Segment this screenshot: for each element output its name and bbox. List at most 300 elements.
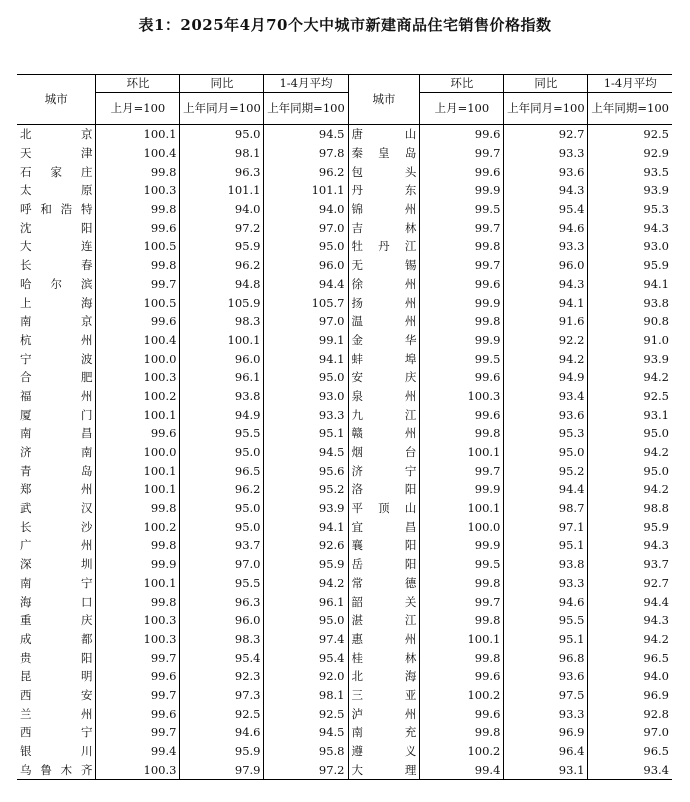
city-name-right: 襄阳 [348,536,420,555]
table-row [17,555,672,574]
city-name-right: 北海 [348,667,420,686]
city-header-right: 城市 [348,75,420,125]
city-name-left: 银川 [20,744,93,759]
table-row [17,723,672,742]
avg-value-right: 93.1 [588,405,672,424]
avg-value-left: 95.6 [264,461,348,480]
city-name-left: 昆明 [20,669,93,684]
table-title: 表1：2025年4月70个大中城市新建商品住宅销售价格指数 [138,16,552,34]
city-name-left: 贵阳 [20,650,93,665]
city-name-left: 南京 [20,314,93,329]
avg-value-left: 98.1 [264,686,348,705]
avg-value-right: 94.2 [588,443,672,462]
yoy-value-left: 94.9 [180,405,264,424]
mom-value-right: 99.6 [420,125,504,144]
mom-value-right: 99.6 [420,405,504,424]
avg-value-left: 94.5 [264,723,348,742]
yoy-value-left: 92.5 [180,704,264,723]
yoy-value-left: 92.3 [180,667,264,686]
table-row [17,349,672,368]
city-name-right: 惠州 [348,630,420,649]
mom-value-left: 100.1 [96,405,180,424]
mom-value-right: 100.2 [420,742,504,761]
mom-value-left: 99.7 [96,648,180,667]
avg-value-right: 94.2 [588,480,672,499]
city-name-right: 赣州 [348,424,420,443]
yoy-header-right: 同比 [504,75,588,93]
mom-value-left: 100.1 [96,480,180,499]
city-name-left: 海口 [20,594,93,609]
avg-value-left: 97.0 [264,312,348,331]
table-row [17,760,672,779]
mom-value-left: 100.0 [96,349,180,368]
table-row [17,237,672,256]
table-row [17,686,672,705]
yoy-value-left: 95.0 [180,125,264,144]
yoy-value-left: 95.0 [180,443,264,462]
avg-value-right: 92.7 [588,574,672,593]
avg-value-right: 97.0 [588,723,672,742]
city-name-left: 青岛 [20,463,93,478]
mom-value-right: 99.6 [420,667,504,686]
table-row [17,480,672,499]
yoy-value-right: 92.7 [504,125,588,144]
yoy-value-right: 91.6 [504,312,588,331]
mom-value-left: 99.6 [96,218,180,237]
yoy-value-right: 97.1 [504,517,588,536]
city-name-left: 武汉 [20,501,93,516]
city-name-left: 郑州 [20,482,93,497]
avg-value-right: 94.2 [588,630,672,649]
mom-value-left: 99.8 [96,200,180,219]
yoy-value-right: 95.4 [504,200,588,219]
avg-value-right: 95.3 [588,200,672,219]
yoy-value-right: 95.1 [504,630,588,649]
avg-value-right: 95.9 [588,517,672,536]
avg-value-right: 92.9 [588,144,672,163]
avg-value-right: 96.9 [588,686,672,705]
yoy-value-left: 96.1 [180,368,264,387]
yoy-value-right: 95.0 [504,443,588,462]
avg-value-left: 95.0 [264,368,348,387]
avg-value-left: 94.4 [264,275,348,294]
table-row [17,499,672,518]
avg-value-left: 94.1 [264,349,348,368]
mom-value-left: 100.5 [96,237,180,256]
yoy-value-right: 95.1 [504,536,588,555]
yoy-value-left: 95.5 [180,574,264,593]
city-name-left: 长春 [20,258,93,273]
mom-value-left: 100.2 [96,517,180,536]
avg-value-left: 101.1 [264,181,348,200]
mom-value-left: 100.4 [96,331,180,350]
yoy-base-right: 上年同月=100 [504,93,588,125]
yoy-value-left: 95.4 [180,648,264,667]
city-header-left: 城市 [17,75,96,125]
city-name-left: 北京 [20,127,93,142]
avg-value-left: 95.9 [264,555,348,574]
yoy-value-right: 93.3 [504,704,588,723]
avg-value-left: 97.0 [264,218,348,237]
yoy-value-right: 94.3 [504,181,588,200]
avg-value-left: 94.5 [264,443,348,462]
city-name-left: 南宁 [20,575,93,590]
city-name-right: 徐州 [348,275,420,294]
city-name-left: 哈尔滨 [20,276,93,291]
yoy-value-right: 95.2 [504,461,588,480]
city-name-right: 湛江 [348,611,420,630]
table-row [17,405,672,424]
avg-value-left: 99.1 [264,331,348,350]
city-name-left: 乌鲁木齐 [17,760,96,779]
yoy-value-left: 100.1 [180,331,264,350]
avg-value-right: 93.9 [588,349,672,368]
table-row [17,536,672,555]
mom-value-left: 99.8 [96,536,180,555]
table-row [17,704,672,723]
avg-value-right: 98.8 [588,499,672,518]
avg-value-right: 93.0 [588,237,672,256]
table-row [17,256,672,275]
avg-value-left: 93.9 [264,499,348,518]
avg-value-left: 95.0 [264,611,348,630]
table-row [17,293,672,312]
city-name-right: 蚌埠 [348,349,420,368]
city-name-left: 济南 [20,445,93,460]
avg-value-left: 92.5 [264,704,348,723]
yoy-value-right: 94.1 [504,293,588,312]
city-name-right: 温州 [348,312,420,331]
mom-value-left: 99.8 [96,256,180,275]
city-name-right: 平顶山 [348,499,420,518]
avg-base-right: 上年同期=100 [588,93,672,125]
yoy-value-right: 93.3 [504,237,588,256]
city-name-left: 深圳 [20,557,93,572]
city-name-left: 成都 [20,631,93,646]
city-name-left: 呼和浩特 [20,202,93,217]
avg-header-left: 1-4月平均 [264,75,348,93]
avg-header-right: 1-4月平均 [588,75,672,93]
mom-value-left: 99.6 [96,704,180,723]
mom-value-right: 99.5 [420,349,504,368]
avg-value-left: 96.2 [264,162,348,181]
mom-value-right: 99.8 [420,574,504,593]
table-row [17,630,672,649]
avg-value-right: 93.4 [588,760,672,779]
table-row [17,461,672,480]
city-name-right: 锦州 [348,200,420,219]
city-name-right: 南充 [348,723,420,742]
city-name-right: 唐山 [348,125,420,144]
yoy-value-right: 93.3 [504,144,588,163]
yoy-value-left: 96.0 [180,611,264,630]
yoy-value-left: 97.0 [180,555,264,574]
mom-value-left: 100.1 [96,574,180,593]
mom-value-right: 99.9 [420,331,504,350]
mom-value-left: 100.1 [96,125,180,144]
mom-value-left: 100.1 [96,461,180,480]
city-name-left: 宁波 [20,351,93,366]
city-name-left: 福州 [20,388,93,403]
yoy-value-right: 96.9 [504,723,588,742]
yoy-value-right: 94.4 [504,480,588,499]
mom-value-left: 100.3 [96,368,180,387]
mom-header-right: 环比 [420,75,504,93]
avg-value-left: 96.0 [264,256,348,275]
mom-base-right: 上月=100 [420,93,504,125]
table-row [17,517,672,536]
city-name-left: 西安 [20,687,93,702]
mom-value-left: 99.8 [96,162,180,181]
city-name-right: 安庆 [348,368,420,387]
city-name-right: 遵义 [348,742,420,761]
avg-value-right: 93.8 [588,293,672,312]
mom-value-right: 99.7 [420,256,504,275]
city-name-left: 厦门 [20,407,93,422]
table-body [17,125,672,780]
city-name-right: 三亚 [348,686,420,705]
mom-value-right: 99.4 [420,760,504,779]
yoy-value-left: 95.0 [180,517,264,536]
yoy-value-left: 96.0 [180,349,264,368]
avg-value-right: 94.4 [588,592,672,611]
city-name-left: 长沙 [20,519,93,534]
avg-value-left: 95.2 [264,480,348,499]
city-name-right: 大理 [348,760,420,779]
avg-value-right: 93.5 [588,162,672,181]
city-name-right: 无锡 [348,256,420,275]
city-name-right: 扬州 [348,293,420,312]
city-name-right: 岳阳 [348,555,420,574]
avg-value-right: 95.0 [588,424,672,443]
table-row [17,667,672,686]
mom-value-left: 100.3 [96,630,180,649]
yoy-value-right: 94.6 [504,218,588,237]
mom-value-left: 99.6 [96,424,180,443]
yoy-value-right: 93.6 [504,162,588,181]
avg-value-left: 94.1 [264,517,348,536]
mom-value-right: 99.5 [420,200,504,219]
yoy-value-right: 93.8 [504,555,588,574]
yoy-value-left: 96.3 [180,592,264,611]
table-row [17,275,672,294]
mom-value-right: 100.0 [420,517,504,536]
mom-value-right: 99.8 [420,648,504,667]
avg-value-right: 96.5 [588,742,672,761]
city-name-right: 韶关 [348,592,420,611]
mom-value-right: 99.8 [420,611,504,630]
mom-value-left: 100.4 [96,144,180,163]
city-name-left: 太原 [20,183,93,198]
avg-value-left: 93.3 [264,405,348,424]
yoy-value-left: 94.6 [180,723,264,742]
yoy-value-left: 97.2 [180,218,264,237]
mom-value-right: 99.9 [420,536,504,555]
price-index-table [17,74,672,780]
yoy-value-right: 95.5 [504,611,588,630]
yoy-value-right: 94.3 [504,275,588,294]
table-row [17,387,672,406]
table-row [17,742,672,761]
mom-value-right: 99.6 [420,162,504,181]
yoy-value-left: 96.2 [180,256,264,275]
mom-value-right: 99.9 [420,181,504,200]
avg-value-right: 96.5 [588,648,672,667]
yoy-value-left: 98.1 [180,144,264,163]
yoy-value-right: 96.0 [504,256,588,275]
city-name-right: 金华 [348,331,420,350]
city-name-right: 泉州 [348,387,420,406]
table-row [17,331,672,350]
mom-header-left: 环比 [96,75,180,93]
yoy-value-left: 96.5 [180,461,264,480]
yoy-value-left: 93.8 [180,387,264,406]
mom-value-right: 99.6 [420,704,504,723]
avg-value-right: 94.3 [588,536,672,555]
mom-value-right: 99.6 [420,275,504,294]
avg-value-left: 97.4 [264,630,348,649]
mom-value-right: 99.7 [420,218,504,237]
avg-value-left: 95.0 [264,237,348,256]
yoy-value-left: 97.9 [180,760,264,779]
table-row [17,200,672,219]
yoy-value-right: 93.4 [504,387,588,406]
table-row [17,574,672,593]
avg-value-right: 92.5 [588,387,672,406]
yoy-value-left: 105.9 [180,293,264,312]
table-row [17,181,672,200]
city-name-right: 九江 [348,405,420,424]
avg-value-right: 92.5 [588,125,672,144]
avg-value-left: 95.1 [264,424,348,443]
mom-value-right: 99.5 [420,555,504,574]
avg-value-right: 95.9 [588,256,672,275]
avg-value-left: 97.8 [264,144,348,163]
mom-value-right: 100.1 [420,499,504,518]
table-row [17,125,672,144]
yoy-value-left: 94.0 [180,200,264,219]
city-name-left: 合肥 [20,370,93,385]
yoy-value-left: 95.9 [180,237,264,256]
city-name-right: 泸州 [348,704,420,723]
mom-base-left: 上月=100 [96,93,180,125]
table-row [17,368,672,387]
mom-value-left: 99.7 [96,275,180,294]
table-row [17,162,672,181]
avg-value-left: 105.7 [264,293,348,312]
mom-value-left: 100.0 [96,443,180,462]
yoy-value-right: 93.6 [504,405,588,424]
city-name-left: 西宁 [20,725,93,740]
table-row [17,424,672,443]
city-name-right: 烟台 [348,443,420,462]
mom-value-right: 99.6 [420,368,504,387]
mom-value-right: 99.7 [420,592,504,611]
avg-base-left: 上年同期=100 [264,93,348,125]
mom-value-right: 99.8 [420,424,504,443]
avg-value-left: 92.6 [264,536,348,555]
mom-value-left: 100.2 [96,387,180,406]
mom-value-left: 99.9 [96,555,180,574]
city-name-right: 包头 [348,162,420,181]
yoy-value-right: 94.9 [504,368,588,387]
yoy-value-right: 92.2 [504,331,588,350]
yoy-value-left: 94.8 [180,275,264,294]
mom-value-left: 99.8 [96,499,180,518]
city-name-left: 上海 [20,295,93,310]
city-name-right: 丹东 [348,181,420,200]
mom-value-right: 99.7 [420,144,504,163]
mom-value-left: 100.5 [96,293,180,312]
avg-value-right: 94.1 [588,275,672,294]
yoy-value-left: 96.3 [180,162,264,181]
avg-value-left: 93.0 [264,387,348,406]
avg-value-right: 94.2 [588,368,672,387]
yoy-value-left: 98.3 [180,312,264,331]
yoy-value-left: 98.3 [180,630,264,649]
city-name-left: 广州 [20,538,93,553]
yoy-value-right: 96.8 [504,648,588,667]
mom-value-left: 100.3 [96,611,180,630]
city-name-left: 石家庄 [20,164,93,179]
avg-value-left: 95.8 [264,742,348,761]
avg-value-right: 92.8 [588,704,672,723]
avg-value-left: 95.4 [264,648,348,667]
table-row [17,592,672,611]
avg-value-left: 94.0 [264,200,348,219]
mom-value-right: 100.1 [420,630,504,649]
table-row [17,312,672,331]
header-row-sub [17,93,672,125]
yoy-value-right: 98.7 [504,499,588,518]
mom-value-right: 99.8 [420,723,504,742]
mom-value-right: 100.1 [420,443,504,462]
avg-value-right: 94.0 [588,667,672,686]
mom-value-left: 100.3 [96,760,180,779]
city-name-right: 济宁 [348,461,420,480]
mom-value-left: 100.3 [96,181,180,200]
city-name-left: 天津 [20,146,93,161]
city-name-left: 沈阳 [20,220,93,235]
yoy-value-right: 93.6 [504,667,588,686]
avg-value-right: 93.7 [588,555,672,574]
yoy-value-left: 96.2 [180,480,264,499]
table-row [17,218,672,237]
yoy-value-right: 96.4 [504,742,588,761]
city-name-right: 常德 [348,574,420,593]
table-row [17,611,672,630]
mom-value-right: 100.3 [420,387,504,406]
mom-value-left: 99.4 [96,742,180,761]
table-row [17,144,672,163]
mom-value-left: 99.7 [96,723,180,742]
table-row [17,648,672,667]
mom-value-left: 99.6 [96,667,180,686]
mom-value-left: 99.7 [96,686,180,705]
avg-value-left: 97.2 [264,760,348,779]
yoy-value-left: 97.3 [180,686,264,705]
mom-value-right: 99.9 [420,293,504,312]
avg-value-right: 90.8 [588,312,672,331]
avg-value-right: 95.0 [588,461,672,480]
yoy-value-right: 94.6 [504,592,588,611]
city-name-right: 桂林 [348,648,420,667]
yoy-base-left: 上年同月=100 [180,93,264,125]
avg-value-right: 94.3 [588,611,672,630]
city-name-left: 南昌 [20,426,93,441]
header-row-top [17,75,672,93]
city-name-right: 牡丹江 [348,237,420,256]
